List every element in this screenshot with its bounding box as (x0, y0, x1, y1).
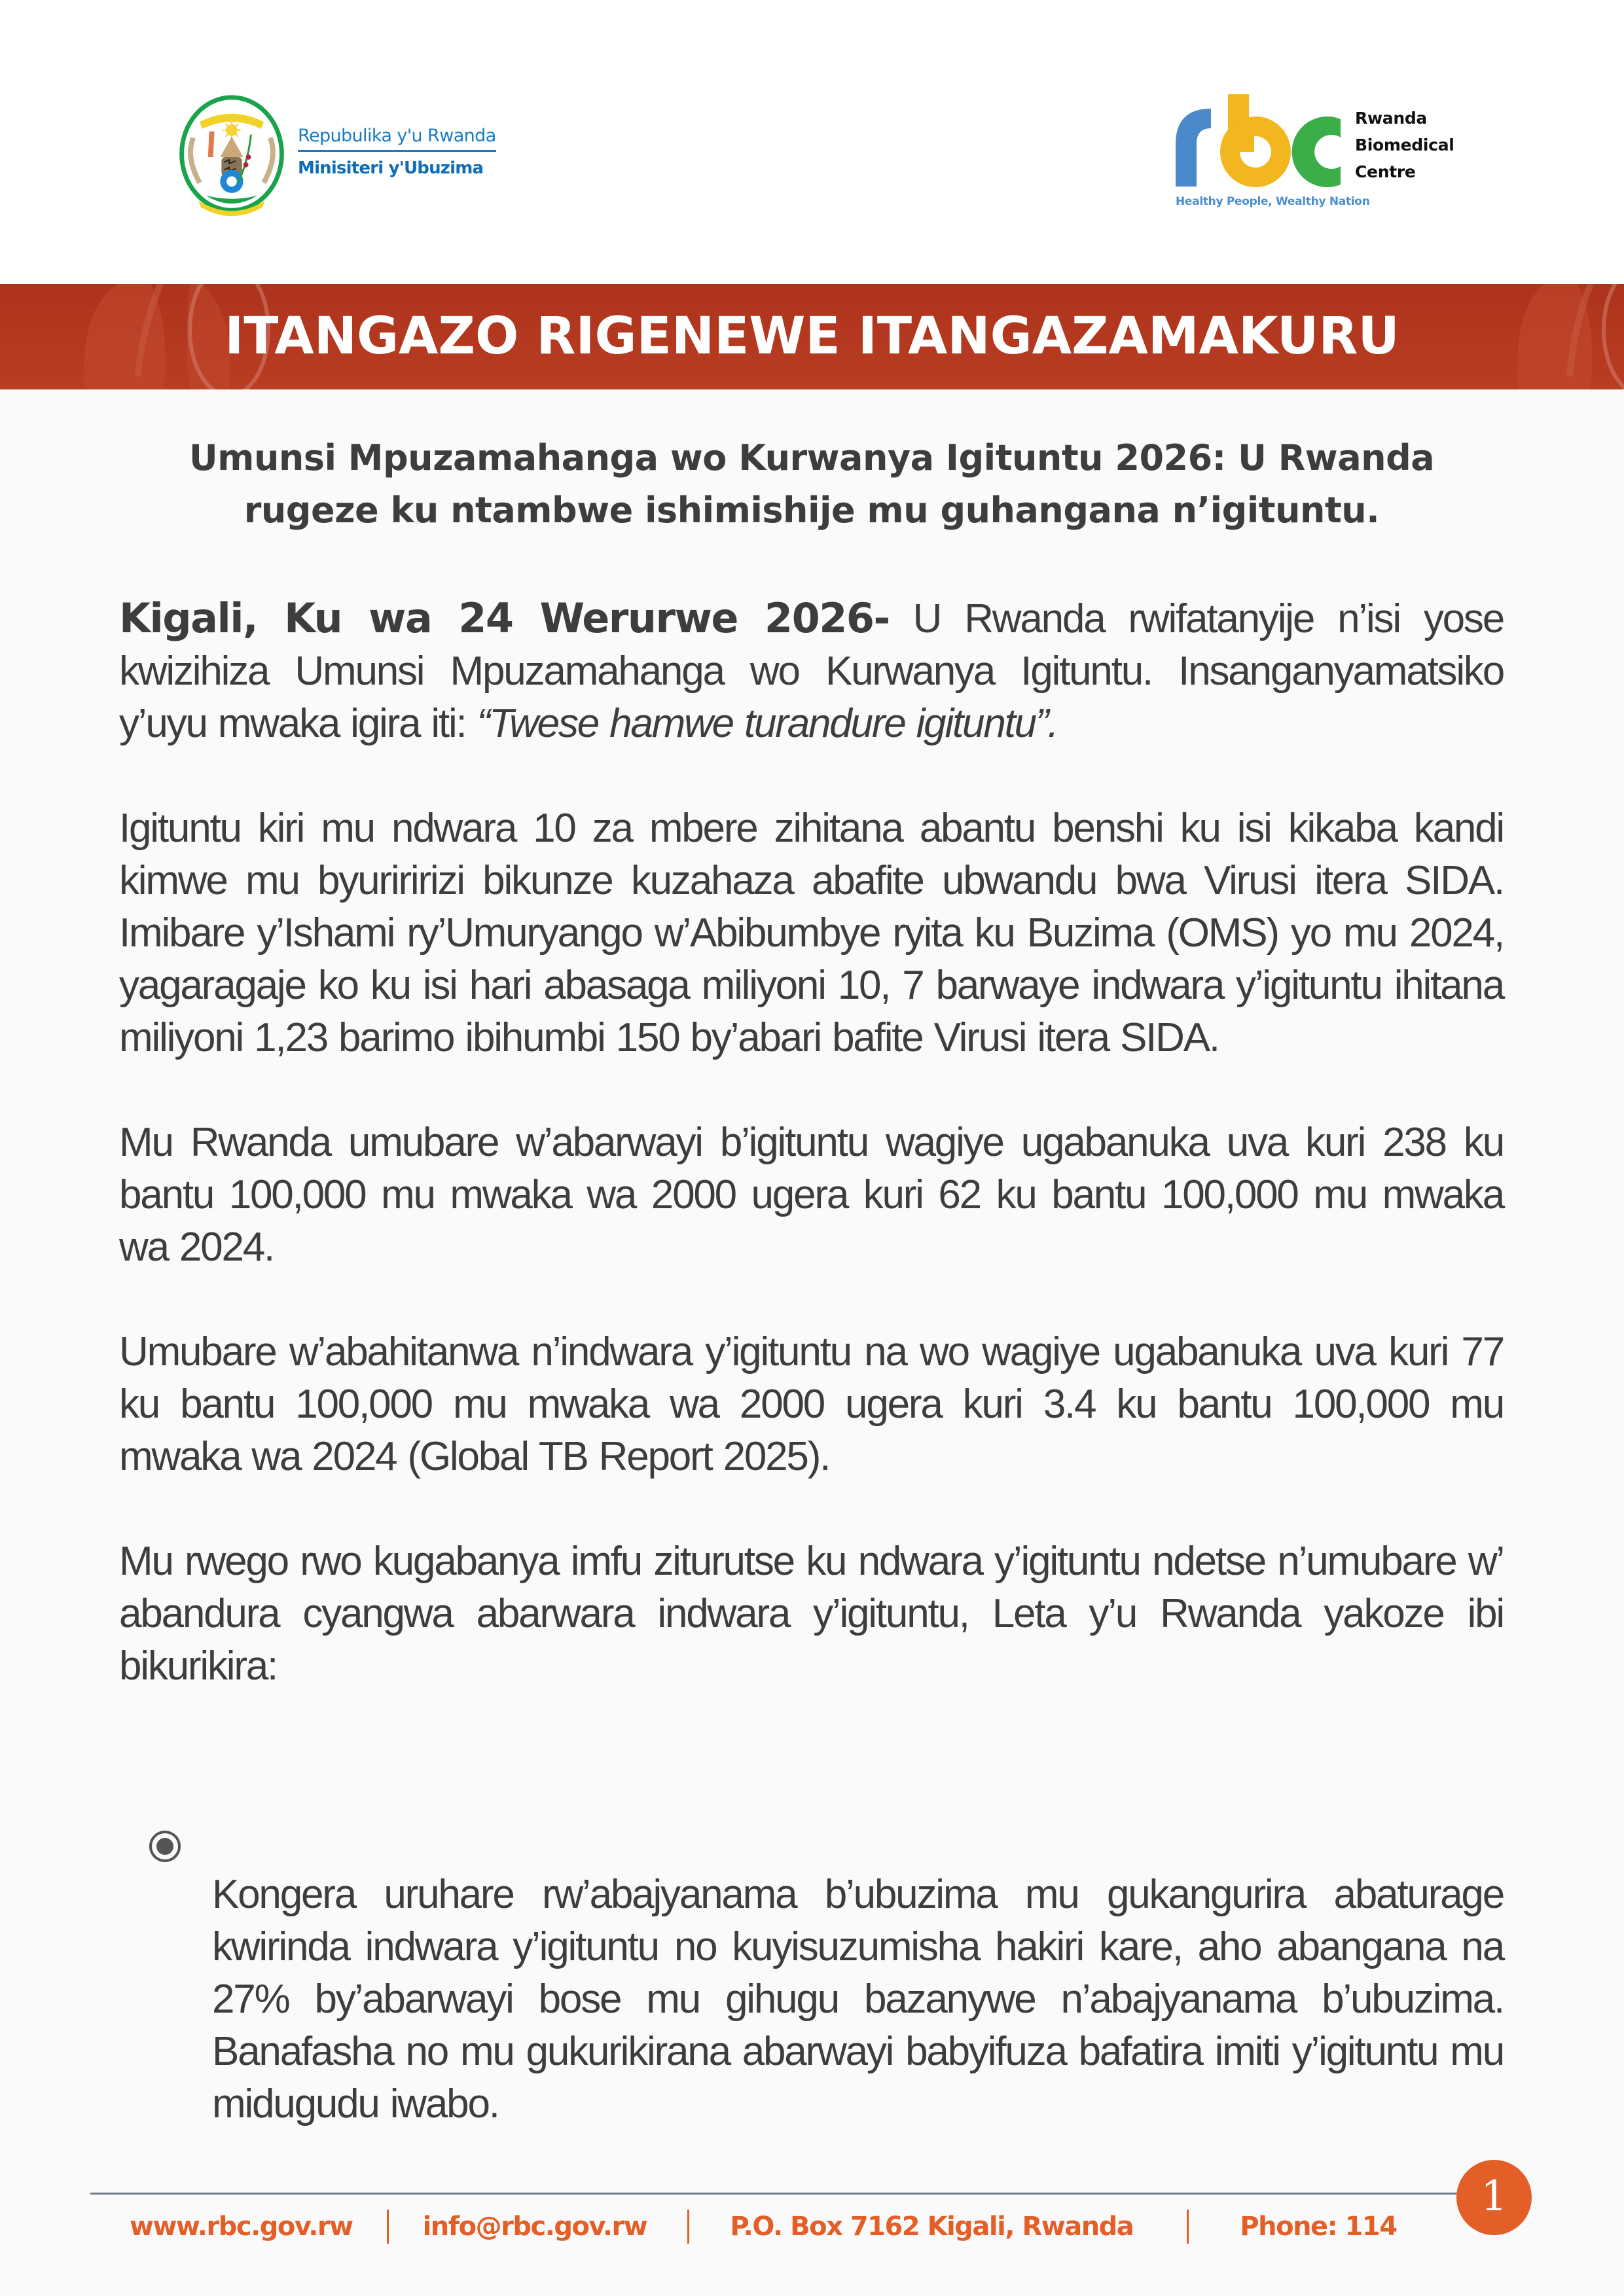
footer-contact (130, 2207, 1397, 2246)
page-title (72, 432, 1551, 537)
article-body (119, 592, 1504, 1745)
paragraph-global-stats: Igituntu kiri mu ndwara 10 za mbere zihitana abantu benshi ku isi kikaba kandi kimwe mu byuriririzi bikunze kuzahaza abafite ubwandu bwa Virusi itera SIDA. Imibare y’Ishami ry’Umuryango w’Abibumbye ryita ku Buzima (OMS) yo mu 2024, yagaragaje ko ku isi hari abasaga miliyoni 10, 7 barwaye indwara y’igituntu ihitana miliyoni 1,23 barimo ibihumbi 150 by’abari bafite Virusi itera SIDA. (119, 806, 1504, 1060)
footer-address: P.O. Box 7162 Kigali, Rwanda (730, 2212, 1134, 2242)
theme-quote: “Twese hamwe turandure igituntu”. (477, 701, 1058, 746)
banner-title: ITANGAZO RIGENEWE ITANGAZAMAKURU (225, 307, 1399, 366)
paragraph-rwanda-mortality: Umubare w’abahitanwa n’indwara y’igituntu na wo wagiye ugabanuka uva kuri 77 ku bantu 100,000 mu mwaka wa 2000 ugera kuri 3.4 ku bantu 100,000 mu mwaka wa 2024 (Global TB Report 2025). (119, 1329, 1504, 1479)
ministry-logo-country: Repubulika y'u Rwanda (298, 126, 496, 152)
page-number: 1 (1456, 2160, 1532, 2235)
rbc-logo-mark-icon (1159, 92, 1348, 190)
list-item-text: Kongera uruhare rw’abajyanama b’ubuzima mu gukangurira abaturage kwirinda indwara y’igituntu no kuyisuzumisha hakiri kare, aho abangana na 27% by’abarwayi bose mu gihugu bazanywe n’abajyanama b’ubuzima. Banafasha no mu gukurikirana abarwayi babyifuza bafatira imiti y’igituntu mu midugudu iwabo. (212, 1872, 1504, 2126)
rbc-tagline: Healthy People, Wealthy Nation (1176, 195, 1370, 208)
footer-separator (387, 2210, 389, 2244)
paragraph-measures-intro: Mu rwego rwo kugabanya imfu ziturutse ku ndwara y’igituntu ndetse n’umubare w’ abandura cyangwa abarwara indwara y’igituntu, Leta y’u Rwanda yakoze ibi bikurikira: (119, 1539, 1504, 1689)
press-release-banner (0, 284, 1624, 389)
rwanda-coat-of-arms-icon (173, 93, 290, 221)
footer-website-link[interactable]: www.rbc.gov.rw (130, 2212, 353, 2242)
rbc-name-line: Rwanda (1355, 109, 1427, 128)
rbc-name-line: Biomedical (1355, 135, 1454, 154)
page-title-line: Umunsi Mpuzamahanga wo Kurwanya Igituntu 2026: U Rwanda (189, 437, 1435, 478)
footer-phone: Phone: 114 (1240, 2212, 1397, 2242)
rbc-name (1355, 105, 1454, 185)
intro-paragraph (119, 592, 1504, 750)
intro-text: U Rwanda rwifatanyije n’isi yose kwizihiza Umunsi Mpuzamahanga wo Kurwanya Igituntu. Insanganyamatsiko y’uyu mwaka igira iti: (119, 596, 1504, 746)
dateline: Kigali, Ku wa 24 Werurwe 2026- (119, 594, 890, 642)
rbc-name-line: Centre (1355, 162, 1416, 181)
footer-separator (687, 2210, 689, 2244)
rbc-logo (1159, 92, 1460, 216)
footer-email-link[interactable]: info@rbc.gov.rw (422, 2212, 647, 2242)
ministry-logo-name: Minisiteri y'Ubuzima (298, 158, 484, 178)
ministry-of-health-logo (173, 93, 496, 221)
footer-separator (1187, 2210, 1189, 2244)
page-title-line: rugeze ku ntambwe ishimishije mu guhangana n’igituntu. (244, 490, 1380, 531)
footer-divider (90, 2193, 1465, 2195)
page-header (0, 0, 1624, 284)
paragraph-rwanda-incidence: Mu Rwanda umubare w’abarwayi b’igituntu wagiye ugabanuka uva kuri 238 ku bantu 100,000 mu mwaka wa 2000 ugera kuri 62 ku bantu 100,000 mu mwaka wa 2024. (119, 1120, 1504, 1270)
radio-bullet-icon (148, 1829, 182, 1863)
